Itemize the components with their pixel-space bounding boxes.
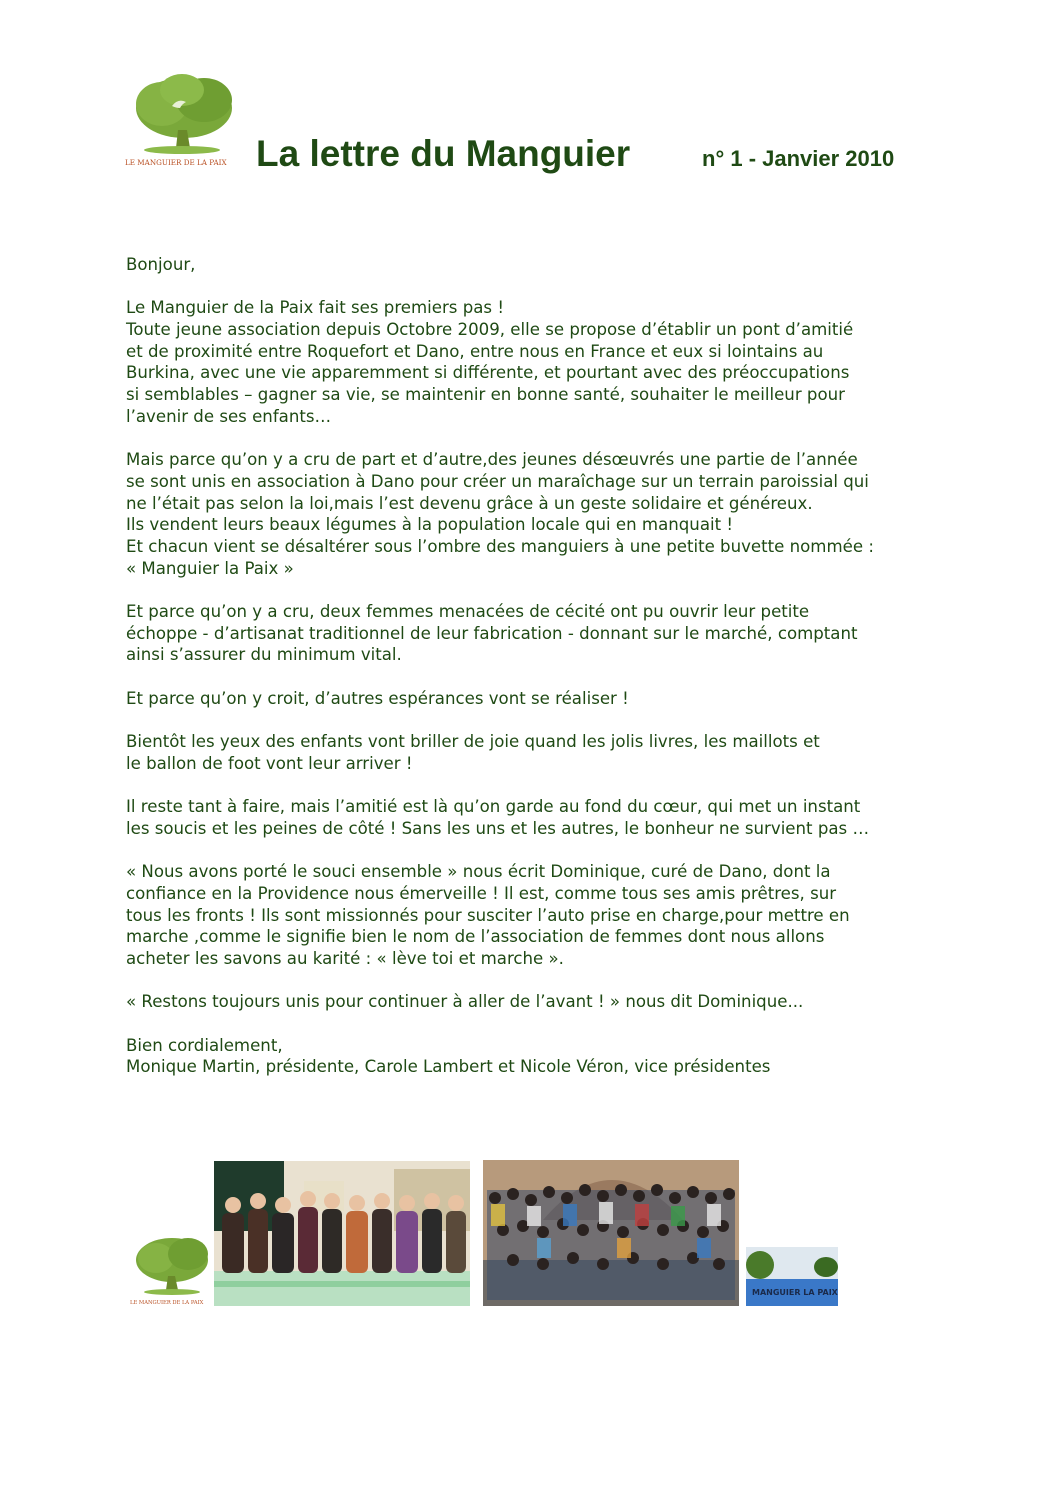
sign-text: MANGUIER LA PAIX (752, 1288, 838, 1297)
letter-line: l’avenir de ses enfants… (126, 406, 332, 426)
letter-line: le ballon de foot vont leur arriver ! (126, 753, 413, 773)
blank-line (126, 276, 946, 298)
blank-line (126, 428, 946, 450)
logo-caption: LE MANGUIER DE LA PAIX (125, 158, 227, 167)
page-title: La lettre du Manguier (256, 133, 631, 174)
letter-line: « Manguier la Paix » (126, 558, 294, 578)
letter-line: Il reste tant à faire, mais l’amitié est là qu’on garde au fond du cœur, qui met un instant (126, 797, 861, 817)
letter-line: Bientôt les yeux des enfants vont briller de joie quand les jolis livres, les maillots et (126, 732, 820, 752)
mango-tree-icon (136, 1238, 208, 1295)
letter-line: se sont unis en association à Dano pour créer un maraîchage sur un terrain paroissial qui (126, 471, 869, 491)
group-photo-france (214, 1161, 470, 1306)
blank-line (126, 840, 946, 862)
letter-line: les soucis et les peines de côté ! Sans les uns et les autres, le bonheur ne survient pas … (126, 818, 870, 838)
letter-body (126, 254, 946, 1078)
letter-line: ne l’était pas selon la loi,mais l’est devenu grâce à un geste solidaire et généreux. (126, 493, 813, 513)
letter-line: Bien cordialement, (126, 1035, 283, 1055)
letter-line: Monique Martin, présidente, Carole Lambert et Nicole Véron, vice présidentes (126, 1057, 771, 1077)
letter-line: Le Manguier de la Paix fait ses premiers pas ! (126, 298, 504, 318)
letter-line: et de proximité entre Roquefort et Dano, entre nous en France et eux si lointains au (126, 341, 824, 361)
letter-line: Mais parce qu’on y a cru de part et d’autre,des jeunes désœuvrés une partie de l’année (126, 450, 858, 470)
blank-line (126, 579, 946, 601)
blank-line (126, 709, 946, 731)
letter-line: Et parce qu’on y a cru, deux femmes menacées de cécité ont pu ouvrir leur petite (126, 602, 810, 621)
letter-line: Burkina, avec une vie apparemment si différente, et pourtant avec des préoccupations (126, 363, 850, 383)
association-logo (124, 70, 242, 170)
letter-line: ainsi s’assurer du minimum vital. (126, 645, 402, 665)
blank-line (126, 970, 946, 992)
letter-line: si semblables – gagner sa vie, se maintenir en bonne santé, souhaiter le meilleur pour (126, 385, 845, 405)
letter-line: marche ,comme le signifie bien le nom de l’association de femmes dont nous allons (126, 927, 825, 947)
blank-line (126, 775, 946, 797)
letter-line: échoppe - d’artisanat traditionnel de leur fabrication - donnant sur le marché, comptant (126, 623, 858, 643)
letter-line: confiance en la Providence nous émerveille ! Il est, comme tous ses amis prêtres, sur (126, 883, 837, 903)
letter-line: Ils vendent leurs beaux légumes à la population locale qui en manquait ! (126, 515, 734, 535)
letter-line: « Restons toujours unis pour continuer à aller de l’avant ! » nous dit Dominique... (126, 992, 804, 1012)
mango-tree-icon (136, 74, 232, 154)
association-logo-small (128, 1232, 212, 1308)
letter-line: Et chacun vient se désaltérer sous l’ombre des manguiers à une petite buvette nommée : (126, 536, 874, 556)
blank-line (126, 1013, 946, 1035)
letter-line: acheter les savons au karité : « lève toi et marche ». (126, 949, 564, 968)
letter-line: Bonjour, (126, 255, 196, 274)
letter-line: « Nous avons porté le souci ensemble » nous écrit Dominique, curé de Dano, dont la (126, 862, 831, 882)
letter-line: Toute jeune association depuis Octobre 2009, elle se propose d’établir un pont d’amitié (126, 320, 854, 340)
letter-line: tous les fronts ! Ils sont missionnés pour susciter l’auto prise en charge,pour mettre en (126, 905, 850, 925)
letter-line: Et parce qu’on y croit, d’autres espérances vont se réaliser ! (126, 688, 629, 708)
issue-number: n° 1 - Janvier 2010 (702, 146, 895, 171)
buvette-sign-photo (746, 1247, 838, 1306)
blank-line (126, 666, 946, 688)
logo-caption-small: LE MANGUIER DE LA PAIX (130, 1300, 204, 1306)
group-photo-dano (483, 1160, 739, 1306)
